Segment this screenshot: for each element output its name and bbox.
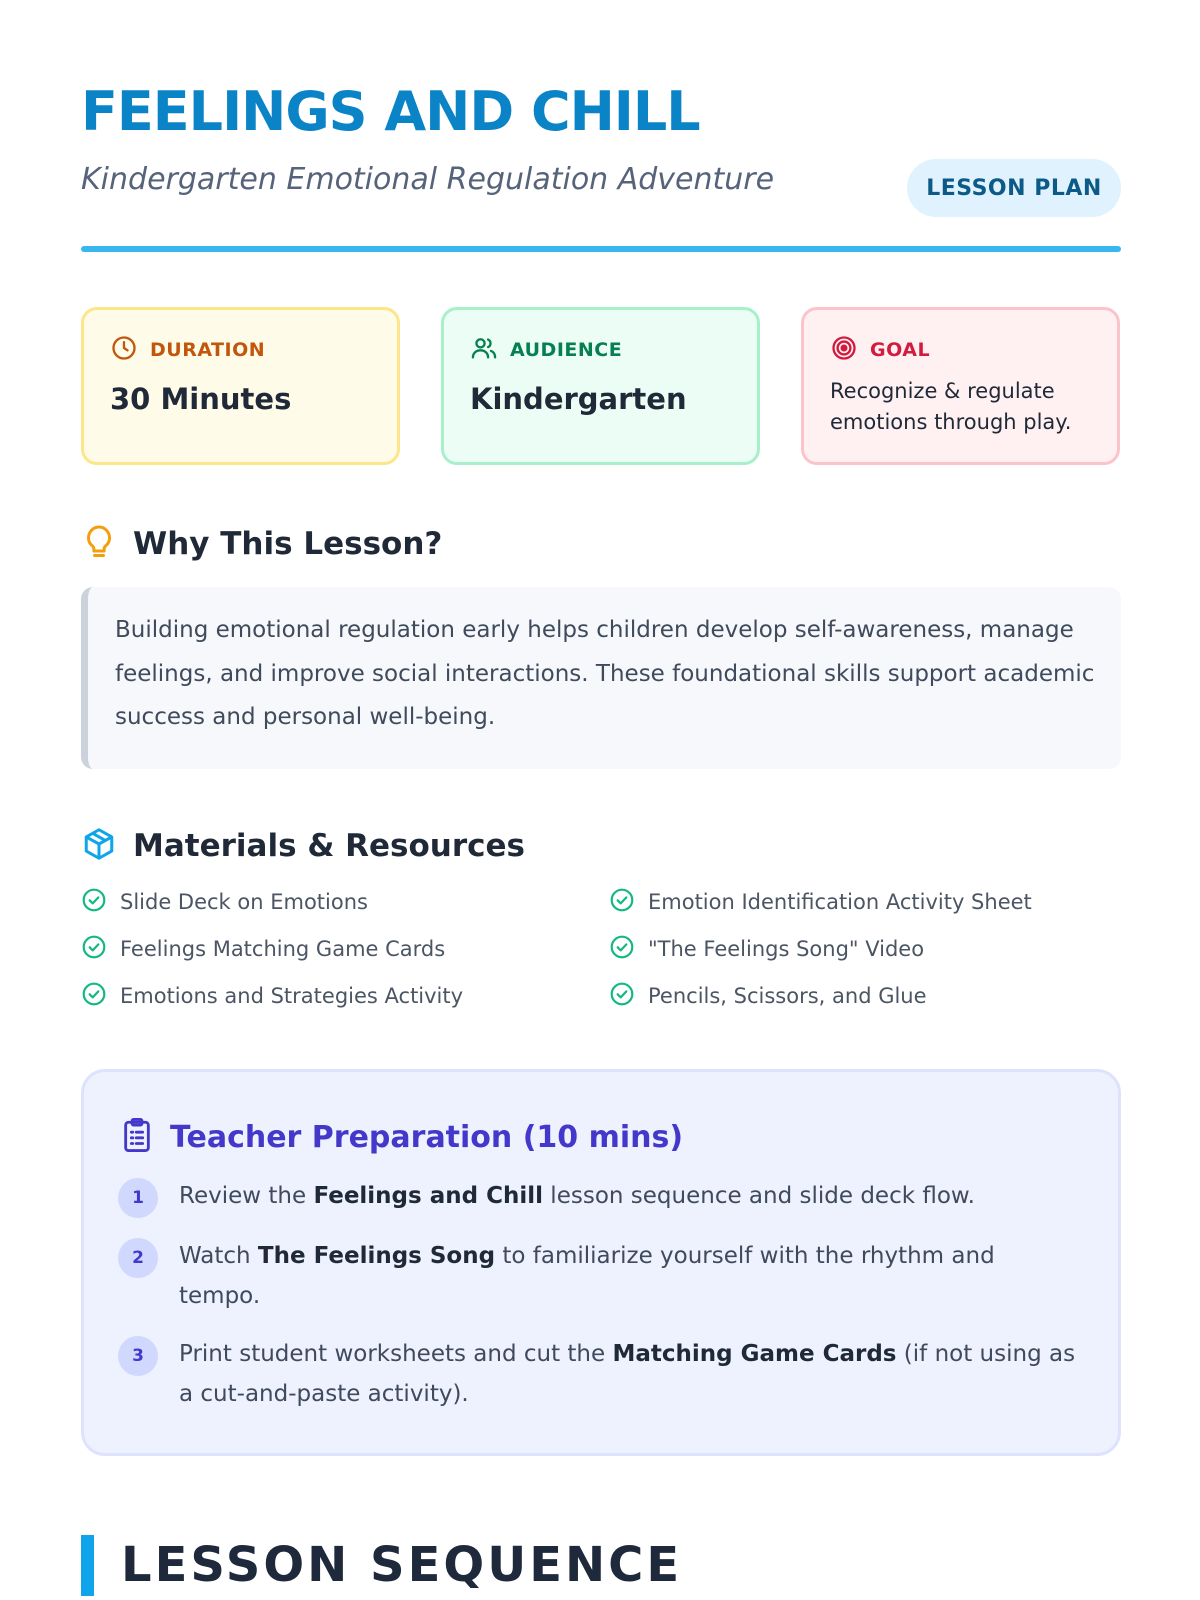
step-text: Print student worksheets and cut the Matching Game Cards (if not using as a cut-and-paste activity). [179,1341,1076,1407]
step-number: 2 [118,1238,158,1278]
material-label: Slide Deck on Emotions [120,890,368,914]
check-circle-icon [609,887,635,918]
duration-value: 30 Minutes [110,382,292,416]
duration-card [81,307,400,465]
step-number: 1 [118,1178,158,1218]
page-title: FEELINGS AND CHILL [81,80,700,143]
teacher-prep-panel [81,1069,1121,1456]
goal-value: Recognize & regulate emotions through play. [830,379,1072,434]
why-heading [81,522,442,566]
list-item [609,885,1032,919]
material-label: Emotions and Strategies Activity [120,984,464,1008]
sequence-accent-bar [81,1535,94,1596]
material-label: Pencils, Scissors, and Glue [648,984,927,1008]
prep-heading [120,1116,683,1158]
users-icon [470,334,498,366]
info-cards [81,307,1121,465]
audience-label: AUDIENCE [510,339,623,361]
goal-card [801,307,1120,465]
goal-label: GOAL [870,339,931,361]
duration-label: DURATION [150,339,266,361]
list-item [81,979,463,1013]
lesson-plan-page [81,0,1121,1600]
material-label: "The Feelings Song" Video [648,937,925,961]
step-number: 3 [118,1336,158,1376]
step-text: Watch The Feelings Song to familiarize yourself with the rhythm and tempo. [179,1243,995,1309]
audience-value: Kindergarten [470,382,687,416]
lesson-plan-badge: LESSON PLAN [907,159,1121,217]
box-icon [81,825,117,867]
prep-step [118,1334,1078,1414]
list-item [81,885,368,919]
check-circle-icon [81,934,107,965]
target-icon [830,334,858,366]
why-callout [81,587,1121,769]
page-subtitle: Kindergarten Emotional Regulation Adventure [81,162,775,197]
materials-title: Materials & Resources [133,828,525,864]
material-label: Feelings Matching Game Cards [120,937,446,961]
clock-icon [110,334,138,366]
list-item [81,932,445,966]
why-text: Building emotional regulation early helps children develop self-awareness, manage feelings, and improve social interactions. These foundational skills support academic success and personal well-being. [115,617,1095,730]
prep-step [118,1236,1078,1316]
prep-title: Teacher Preparation (10 mins) [170,1119,684,1155]
audience-card [441,307,760,465]
check-circle-icon [81,981,107,1012]
sequence-title: LESSON SEQUENCE [121,1537,683,1593]
materials-heading [81,825,525,867]
check-circle-icon [81,887,107,918]
step-text: Review the Feelings and Chill lesson sequence and slide deck flow. [179,1183,975,1209]
why-title: Why This Lesson? [133,526,443,562]
material-label: Emotion Identification Activity Sheet [648,890,1032,914]
prep-step [118,1176,1078,1218]
lightbulb-icon [81,522,117,566]
header-divider [81,246,1121,252]
clipboard-icon [120,1116,154,1158]
list-item [609,979,927,1013]
check-circle-icon [609,934,635,965]
check-circle-icon [609,981,635,1012]
list-item [609,932,924,966]
